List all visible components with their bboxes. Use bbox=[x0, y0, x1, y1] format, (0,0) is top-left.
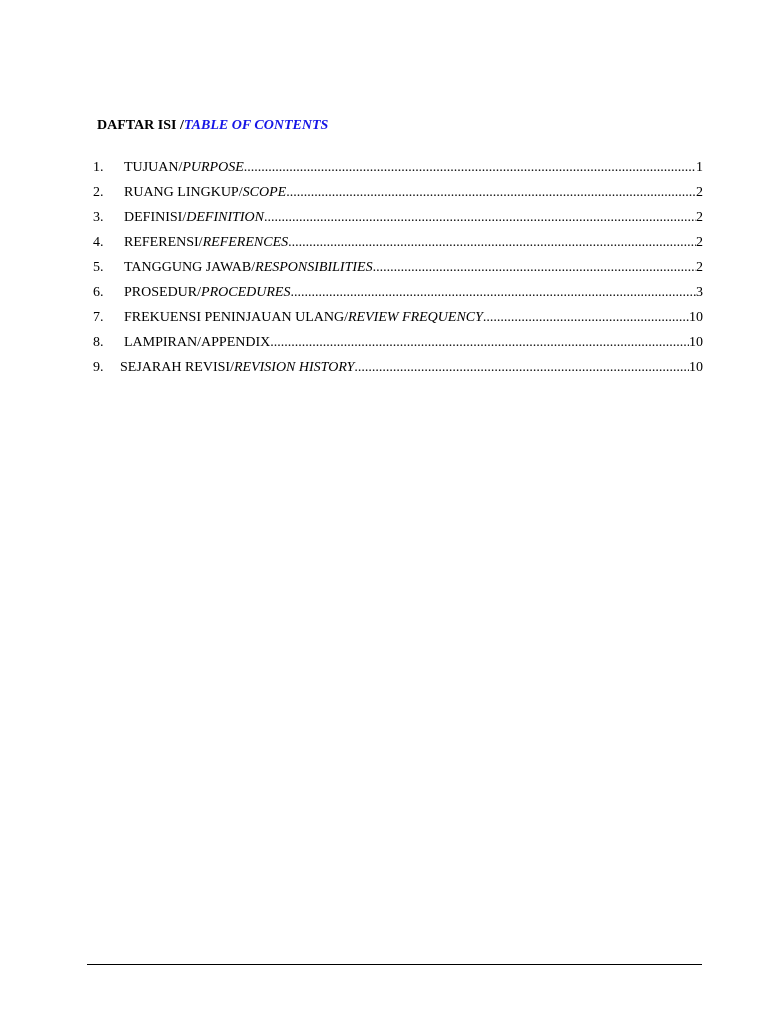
toc-entry-number: 2. bbox=[93, 185, 104, 200]
toc-entry-text: REFERENSI/REFERENCES bbox=[124, 235, 289, 250]
toc-entry-page: 2 bbox=[696, 235, 703, 250]
dot-leader bbox=[354, 360, 689, 376]
dot-leader bbox=[288, 235, 696, 251]
toc-entry-text: SEJARAH REVISI/REVISION HISTORY bbox=[120, 360, 355, 375]
dot-leader bbox=[244, 160, 696, 176]
toc-entry-scope[interactable] bbox=[93, 185, 703, 210]
dot-leader bbox=[373, 260, 696, 276]
toc-entry-procedures[interactable] bbox=[93, 285, 703, 310]
toc-entry-references[interactable] bbox=[93, 235, 703, 260]
toc-entry-review-frequency[interactable] bbox=[93, 310, 703, 335]
toc-title-english: TABLE OF CONTENTS bbox=[183, 118, 329, 133]
toc-entry-text: FREKUENSI PENINJAUAN ULANG/REVIEW FREQUENCY bbox=[124, 310, 483, 325]
toc-entry-text: LAMPIRAN/APPENDIX bbox=[124, 335, 271, 350]
toc-list bbox=[93, 160, 703, 385]
toc-entry-number: 5. bbox=[93, 260, 104, 275]
toc-entry-number: 4. bbox=[93, 235, 104, 250]
toc-entry-page: 1 bbox=[696, 160, 703, 175]
toc-entry-number: 3. bbox=[93, 210, 104, 225]
toc-entry-page: 10 bbox=[689, 335, 703, 350]
toc-entry-number: 9. bbox=[93, 360, 104, 375]
toc-entry-appendix[interactable] bbox=[93, 335, 703, 360]
toc-entry-page: 2 bbox=[696, 260, 703, 275]
dot-leader bbox=[264, 210, 696, 226]
toc-entry-purpose[interactable] bbox=[93, 160, 703, 185]
toc-title bbox=[97, 118, 328, 134]
toc-entry-page: 2 bbox=[696, 185, 703, 200]
toc-entry-number: 8. bbox=[93, 335, 104, 350]
toc-entry-page: 3 bbox=[696, 285, 703, 300]
toc-title-indonesian: DAFTAR ISI / bbox=[97, 118, 184, 133]
toc-entry-page: 2 bbox=[696, 210, 703, 225]
toc-entry-number: 1. bbox=[93, 160, 104, 175]
dot-leader bbox=[270, 335, 689, 351]
dot-leader bbox=[483, 310, 689, 326]
toc-entry-revision-history[interactable] bbox=[93, 360, 703, 385]
toc-entry-responsibilities[interactable] bbox=[93, 260, 703, 285]
toc-entry-text: TUJUAN/PURPOSE bbox=[124, 160, 244, 175]
toc-entry-number: 6. bbox=[93, 285, 104, 300]
dot-leader bbox=[290, 285, 696, 301]
toc-entry-text: TANGGUNG JAWAB/RESPONSIBILITIES bbox=[124, 260, 373, 275]
footer-divider bbox=[87, 964, 702, 965]
toc-entry-page: 10 bbox=[689, 310, 703, 325]
toc-entry-text: RUANG LINGKUP/SCOPE bbox=[124, 185, 287, 200]
toc-entry-page: 10 bbox=[689, 360, 703, 375]
toc-entry-number: 7. bbox=[93, 310, 104, 325]
toc-entry-definition[interactable] bbox=[93, 210, 703, 235]
toc-entry-text: DEFINISI/DEFINITION bbox=[124, 210, 265, 225]
toc-entry-text: PROSEDUR/PROCEDURES bbox=[124, 285, 291, 300]
dot-leader bbox=[286, 185, 696, 201]
